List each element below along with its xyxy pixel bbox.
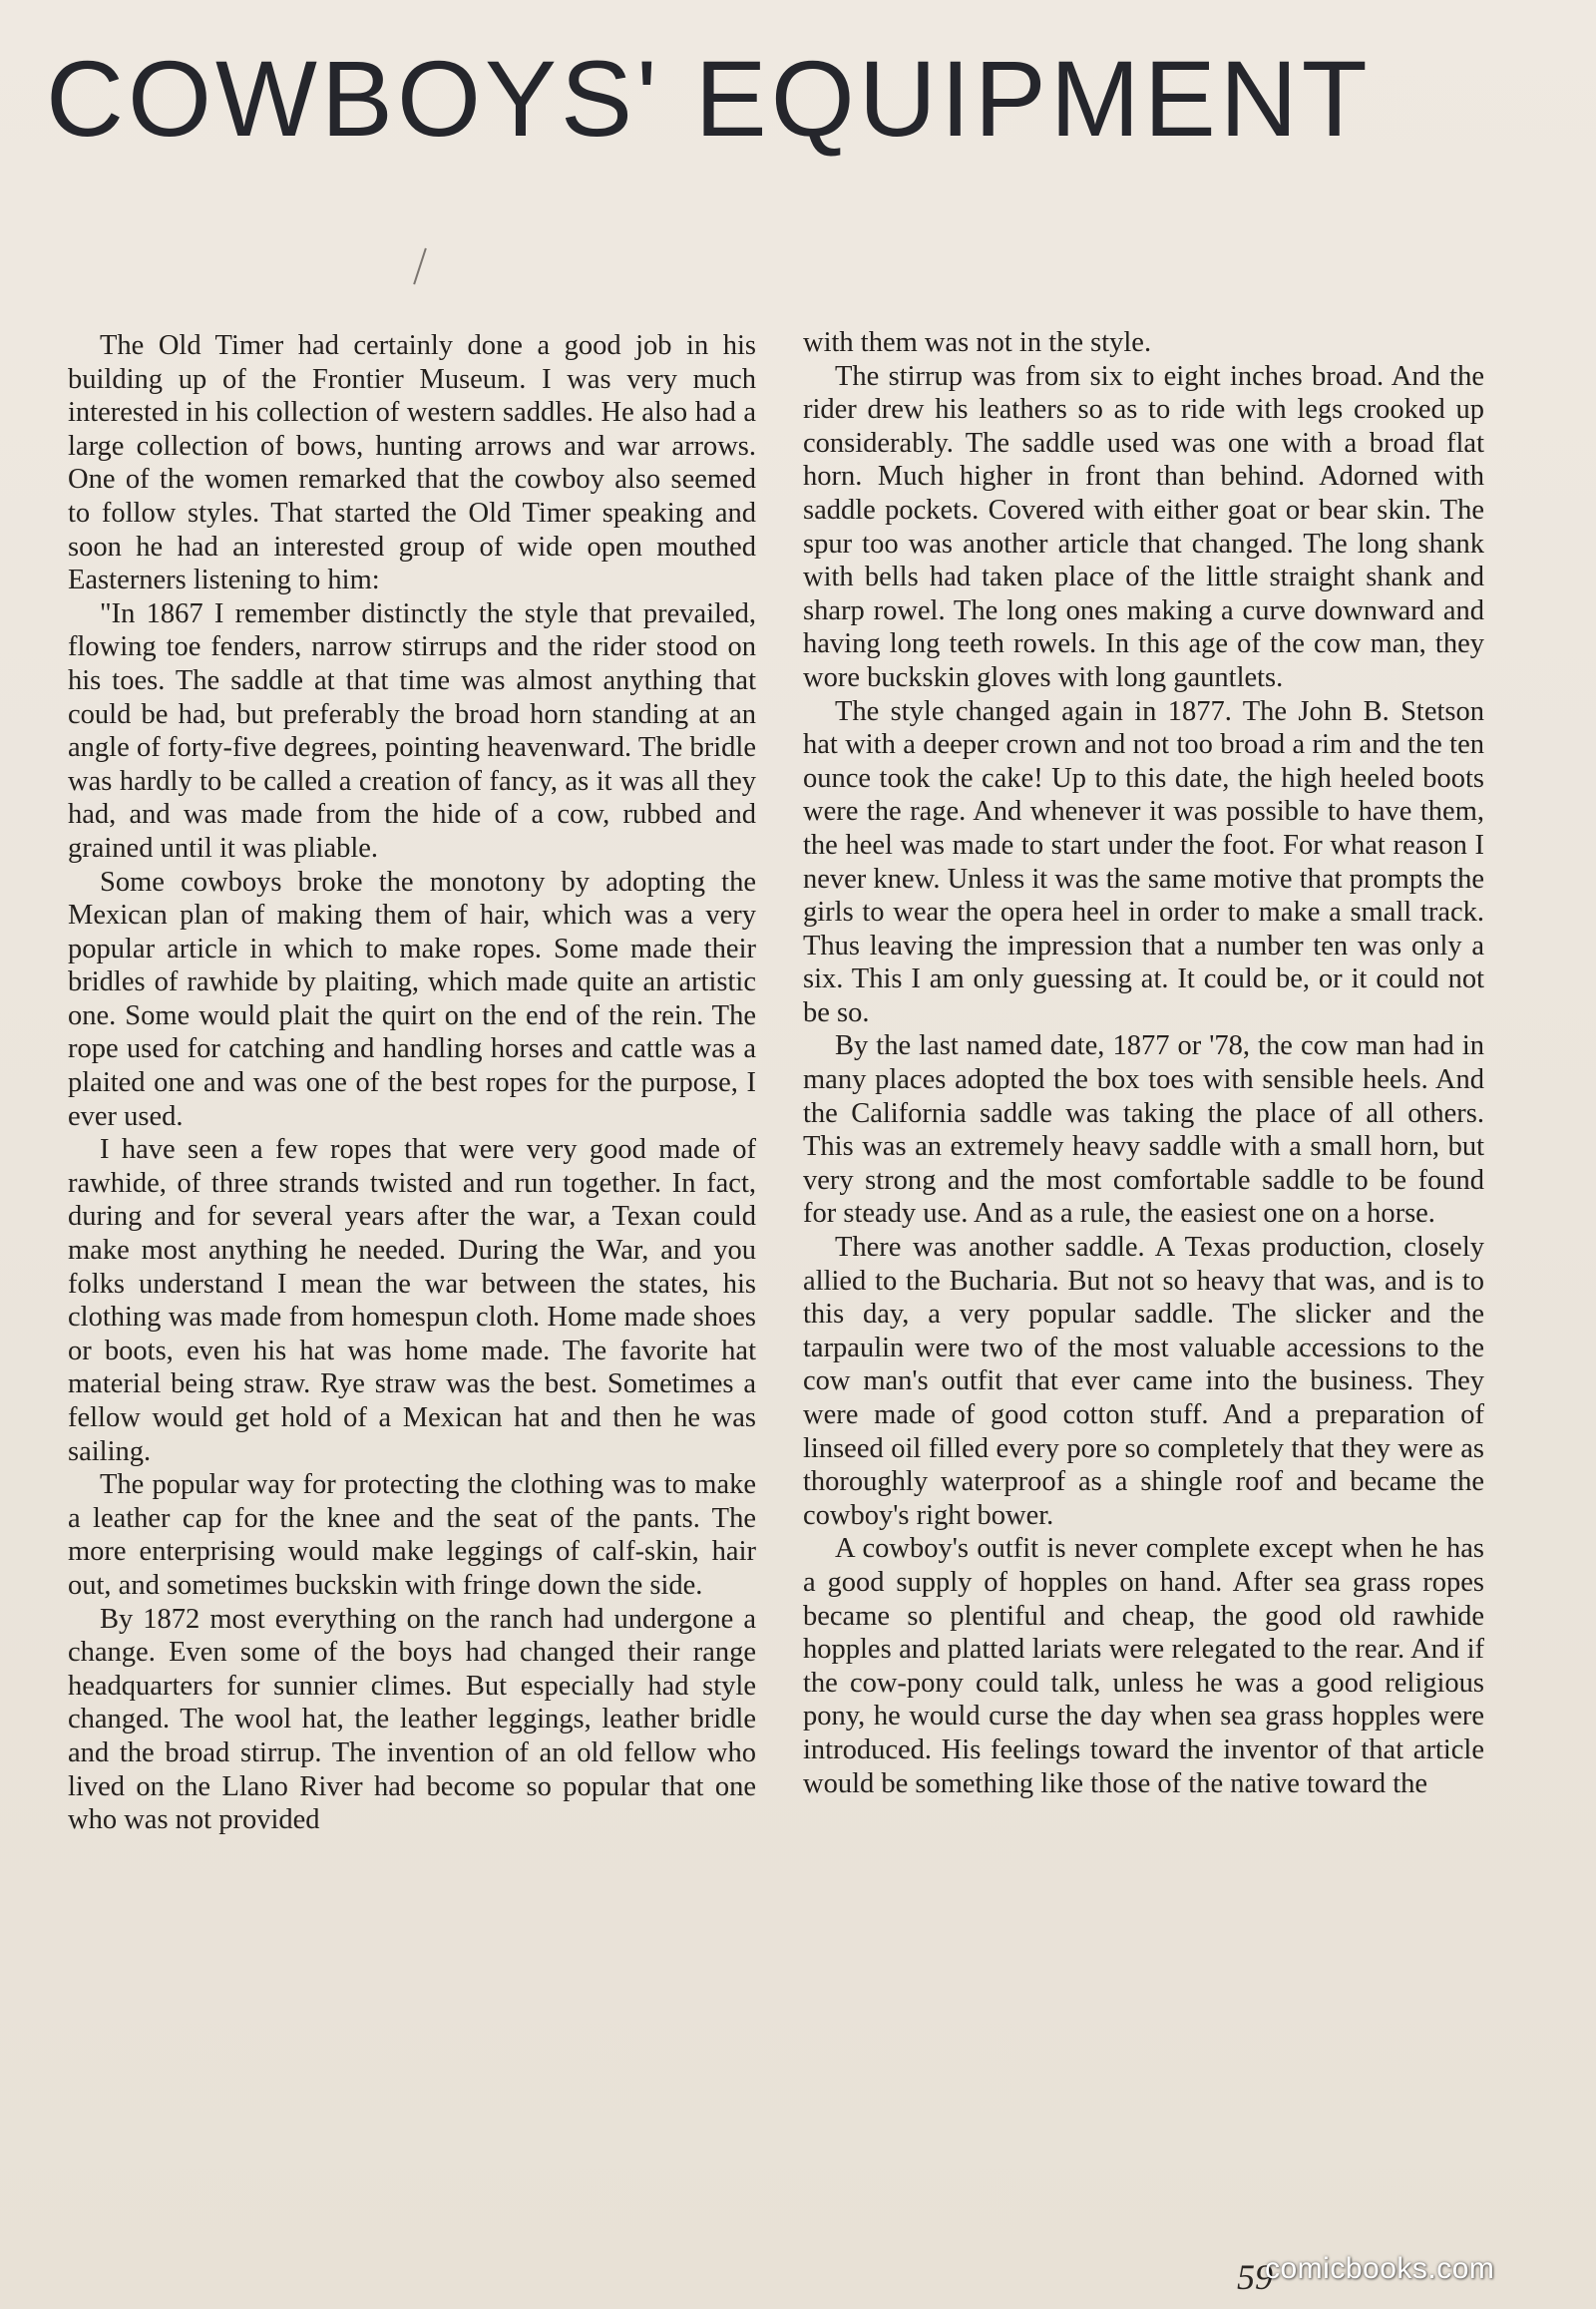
paragraph-continuation: with them was not in the style. <box>803 327 1152 358</box>
paragraph: By 1872 most everything on the ranch had undergone a change. Even some of the boys had changed their range headquarters for sunnier climes. But especially had style changed. The wool hat, the leather leggings, leather bridle and the broad stirrup. The invention of an old fellow who lived on the Llano River had become so popular that one who was not provided <box>68 1603 756 1836</box>
paragraph: There was another saddle. A Texas production, closely allied to the Bucharia. But not so heavy that was, and is to this day, a very popular saddle. The slicker and the tarpaulin were two of the most valuable accessions to the cow man's outfit that ever came into the business. They were made of good cotton stuff. And a preparation of linseed oil filled every pore so completely that they were as thoroughly waterproof as a shingle roof and became the cowboy's right bower. <box>803 1232 1484 1531</box>
paragraph: The Old Timer had certainly done a good job in his building up of the Frontier Museum. I was very much interested in his collection of western saddles. He also had a large collection of bows, hunting arrows and war arrows. One of the women remarked that the cowboy also seemed to follow styles. That started the Old Timer speaking and soon he had an interested group of wide open mouthed Easterners listening to him: <box>68 330 756 596</box>
article-title: COWBOYS' EQUIPMENT <box>46 38 1372 159</box>
paragraph: A cowboy's outfit is never complete except when he has a good supply of hopples on hand. After sea grass ropes became so plentiful and cheap, the good old rawhide hopples and platted lariats were relegated to the rear. And if the cow-pony could talk, unless he was a good religious pony, he would curse the day when sea grass hopples were introduced. His feelings toward the inventor of that article would be something like those of the native toward the <box>803 1533 1484 1799</box>
left-column <box>68 329 756 1837</box>
paragraph: By the last named date, 1877 or '78, the cow man had in many places adopted the box toes with sensible heels. And the California saddle was taking the place of all others. This was an extremely heavy saddle with a small horn, but very strong and the most comfortable saddle to be found for steady use. And as a rule, the easiest one on a horse. <box>803 1030 1484 1230</box>
page-number: 59 <box>1237 2257 1273 2297</box>
site-watermark: comicbooks.com <box>1265 2252 1495 2285</box>
paragraph: Some cowboys broke the monotony by adopting the Mexican plan of making them of hair, which was a very popular article in which to make ropes. Some made their bridles of rawhide by plaiting, which made quite an artistic one. Some would plait the quirt on the end of the rein. The rope used for catching and handling horses and cattle was a plaited one and was one of the best ropes for the purpose, I ever used. <box>68 866 756 1132</box>
stray-pen-mark <box>413 248 427 285</box>
paragraph: The popular way for protecting the clothing was to make a leather cap for the knee and the seat of the pants. The more enterprising would make leggings of calf-skin, hair out, and sometimes buckskin with fringe down the side. <box>68 1469 756 1601</box>
paragraph: I have seen a few ropes that were very good made of rawhide, of three strands twisted and run together. In fact, during and for several years after the war, a Texan could make most anything he needed. During the War, and you folks understand I mean the war between the states, his clothing was made from homespun cloth. Home made shoes or boots, even his hat was home made. The favorite hat material being straw. Rye straw was the best. Sometimes a fellow would get hold of a Mexican hat and then he was sailing. <box>68 1134 756 1467</box>
right-column <box>803 326 1484 1800</box>
paragraph: The style changed again in 1877. The John B. Stetson hat with a deeper crown and not too broad a rim and the ten ounce took the cake! Up to this date, the high heeled boots were the rage. And whenever it was possible to have them, the heel was made to start under the foot. For what reason I never knew. Unless it was the same motive that prompts the girls to wear the opera heel in order to make a small track. Thus leaving the impression that a number ten was only a six. This I am only guessing at. It could be, or it could not be so. <box>803 695 1484 1028</box>
paragraph: "In 1867 I remember distinctly the style that prevailed, flowing toe fenders, narrow stirrups and the rider stood on his toes. The saddle at that time was almost anything that could be had, but preferably the broad horn standing at an angle of forty-five degrees, pointing heavenward. The bridle was hardly to be called a creation of fancy, as it was all they had, and was made from the hide of a cow, rubbed and grained until it was pliable. <box>68 597 756 864</box>
paragraph: The stirrup was from six to eight inches broad. And the rider drew his leathers so as to ride with legs crooked up considerably. The saddle used was one with a broad flat horn. Much higher in front than behind. Adorned with saddle pockets. Covered with either goat or bear skin. The spur too was another article that changed. The long shank with bells had taken place of the little straight shank and sharp rowel. The long ones making a curve downward and having long teeth rowels. In this age of the cow man, they wore buckskin gloves with long gauntlets. <box>803 360 1484 693</box>
